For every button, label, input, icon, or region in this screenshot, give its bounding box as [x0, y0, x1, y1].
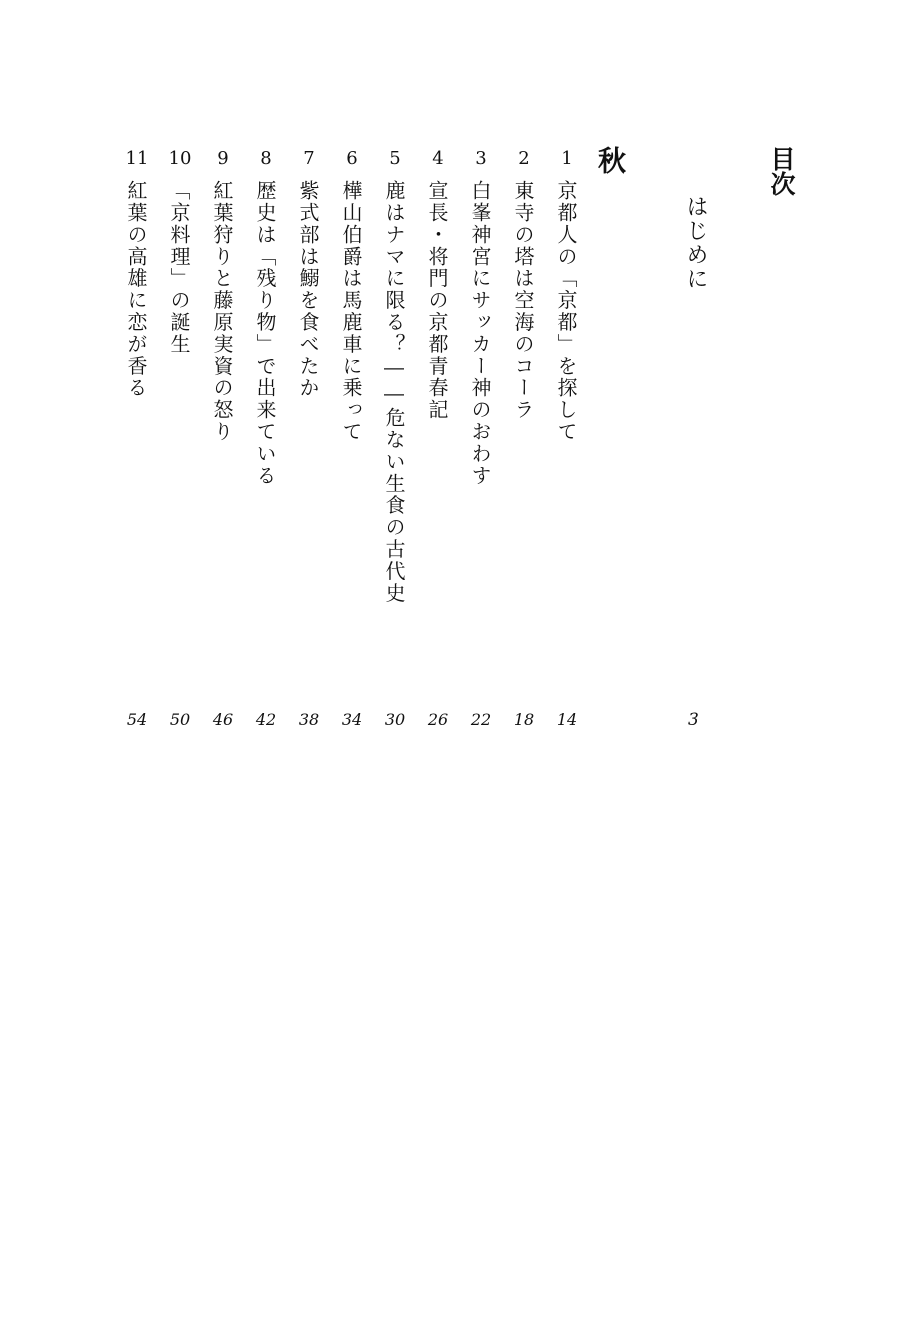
chapter-title: 京都人の「京都」を探して: [554, 180, 578, 443]
chapter-title: 鹿はナマに限る？――危ない生食の古代史: [382, 180, 406, 605]
chapter-page-number: 18: [513, 710, 535, 729]
chapter-page-number: 30: [384, 710, 406, 729]
toc-title: 目次: [767, 146, 796, 196]
chapter-entry-1[interactable]: [552, 148, 582, 729]
chapter-number: 4: [432, 148, 444, 169]
chapter-entry-11[interactable]: [122, 148, 152, 729]
chapter-page-number: 50: [169, 710, 191, 729]
chapter-title: 紅葉狩りと藤原実資の怒り: [210, 180, 234, 443]
chapter-number: 5: [389, 148, 401, 169]
chapter-title: 東寺の塔は空海のコーラ: [511, 180, 535, 421]
season-heading: 秋: [594, 146, 627, 174]
chapter-entry-4[interactable]: [423, 148, 453, 729]
chapter-number: 8: [260, 148, 272, 169]
chapter-page-number: 46: [212, 710, 234, 729]
chapter-number: 10: [168, 148, 192, 169]
chapter-title: 白峯神宮にサッカー神のおわす: [468, 180, 492, 487]
chapter-entry-10[interactable]: [165, 148, 195, 729]
chapter-number: 3: [475, 148, 487, 169]
chapter-number: 7: [303, 148, 315, 169]
intro-page-number: 3: [688, 710, 699, 730]
chapter-entry-3[interactable]: [466, 148, 496, 729]
chapter-title: 「京料理」の誕生: [167, 180, 191, 356]
chapter-entry-5[interactable]: [380, 148, 410, 729]
chapter-title: 宣長・将門の京都青春記: [425, 180, 449, 421]
chapter-page-number: 42: [255, 710, 277, 729]
intro-title: はじめに: [683, 195, 708, 291]
chapter-number: 2: [518, 148, 530, 169]
chapter-entry-8[interactable]: [251, 148, 281, 729]
chapter-number: 6: [346, 148, 358, 169]
chapter-title: 紫式部は鰯を食べたか: [296, 180, 320, 399]
chapter-entry-6[interactable]: [337, 148, 367, 729]
chapter-number: 11: [125, 148, 149, 169]
chapter-title: 樺山伯爵は馬鹿車に乗って: [339, 180, 363, 443]
chapter-title: 歴史は「残り物」で出来ている: [253, 180, 277, 487]
chapter-entry-9[interactable]: [208, 148, 238, 729]
chapter-page-number: 54: [126, 710, 148, 729]
chapter-page-number: 34: [341, 710, 363, 729]
chapter-number: 9: [217, 148, 229, 169]
chapter-page-number: 22: [470, 710, 492, 729]
chapter-page-number: 38: [298, 710, 320, 729]
chapter-page-number: 14: [556, 710, 578, 729]
chapter-number: 1: [561, 148, 573, 169]
chapter-entry-2[interactable]: [509, 148, 539, 729]
chapter-page-number: 26: [427, 710, 449, 729]
chapter-entry-7[interactable]: [294, 148, 324, 729]
chapter-title: 紅葉の高雄に恋が香る: [124, 180, 148, 399]
